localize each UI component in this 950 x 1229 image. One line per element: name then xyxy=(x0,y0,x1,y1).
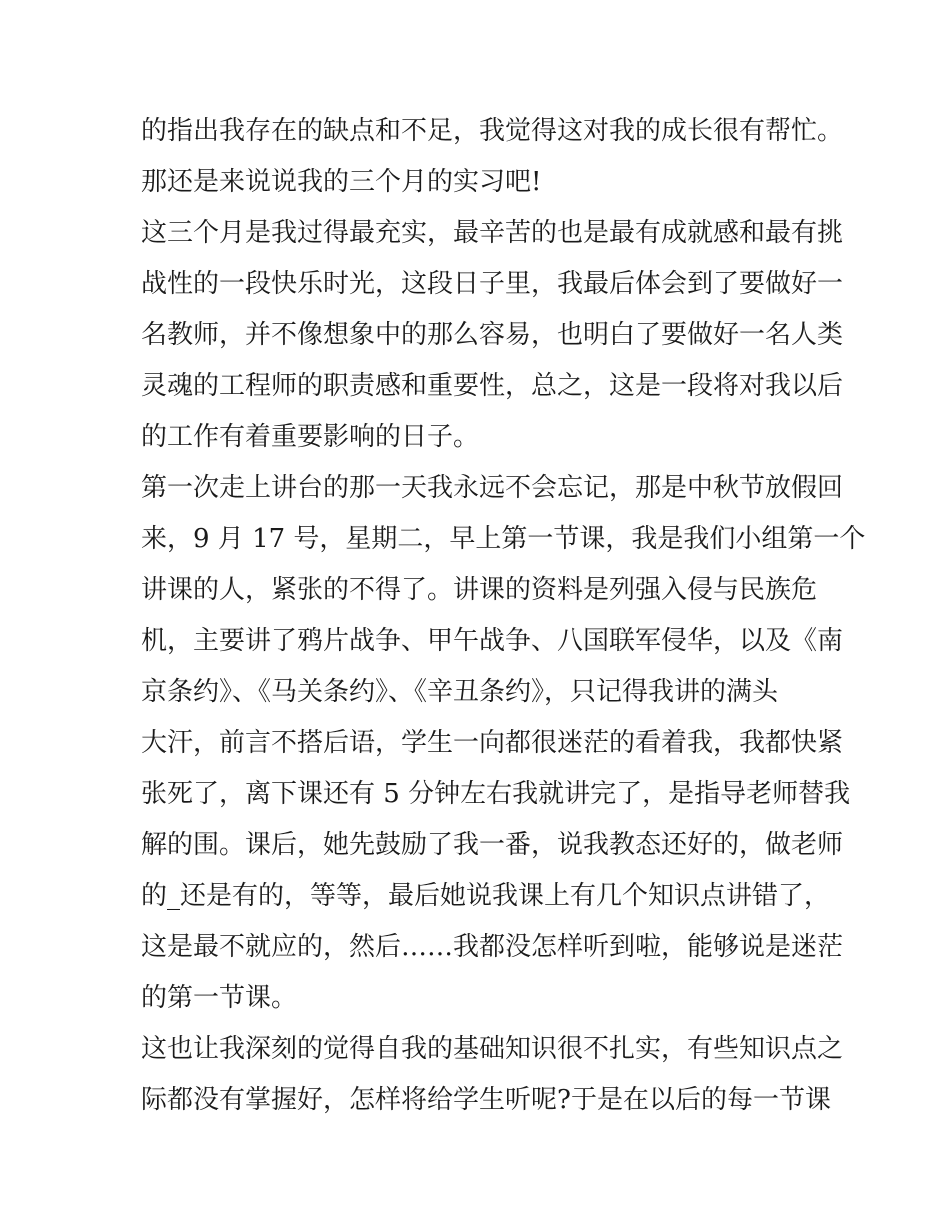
text-line: 际都没有掌握好，怎样将给学生听呢?于是在以后的每一节课 xyxy=(141,1085,831,1115)
text-line: 的第一节课。 xyxy=(141,983,298,1013)
text-line: 京条约》、《马关条约》、《辛丑条约》，只记得我讲的满头 xyxy=(141,677,779,707)
text-line: 的工作有着重要影响的日子。 xyxy=(141,422,480,452)
text-line: 这也让我深刻的觉得自我的基础知识很不扎实，有些知识点之 xyxy=(141,1034,844,1064)
text-line: 大汗，前言不搭后语，学生一向都很迷茫的看着我，我都快紧 xyxy=(141,728,844,758)
text-line: 张死了，离下课还有 5 分钟左右我就讲完了，是指导老师替我 xyxy=(141,779,851,809)
document-body xyxy=(141,106,866,1126)
text-line: 的指出我存在的缺点和不足，我觉得这对我的成长很有帮忙。 xyxy=(141,116,844,146)
text-line: 的_还是有的，等等，最后她说我课上有几个知识点讲错了， xyxy=(141,881,831,911)
text-line: 第一次走上讲台的那一天我永远不会忘记，那是中秋节放假回 xyxy=(141,473,844,503)
text-line: 战性的一段快乐时光，这段日子里，我最后体会到了要做好一 xyxy=(141,269,844,299)
text-line: 这是最不就应的，然后……我都没怎样听到啦，能够说是迷茫 xyxy=(141,932,844,962)
text-line: 名教师，并不像想象中的那么容易，也明白了要做好一名人类 xyxy=(141,320,844,350)
text-line: 灵魂的工程师的职责感和重要性，总之，这是一段将对我以后 xyxy=(141,371,844,401)
text-line: 来，9 月 17 号，星期二，早上第一节课，我是我们小组第一个 xyxy=(141,524,866,554)
text-line: 解的围。课后，她先鼓励了我一番，说我教态还好的，做老师 xyxy=(141,830,844,860)
text-line: 讲课的人，紧张的不得了。讲课的资料是列强入侵与民族危 xyxy=(141,575,818,605)
text-line: 机，主要讲了鸦片战争、甲午战争、八国联军侵华，以及《南 xyxy=(141,626,844,656)
text-line: 那还是来说说我的三个月的实习吧! xyxy=(141,167,542,197)
text-line: 这三个月是我过得最充实，最辛苦的也是最有成就感和最有挑 xyxy=(141,218,844,248)
